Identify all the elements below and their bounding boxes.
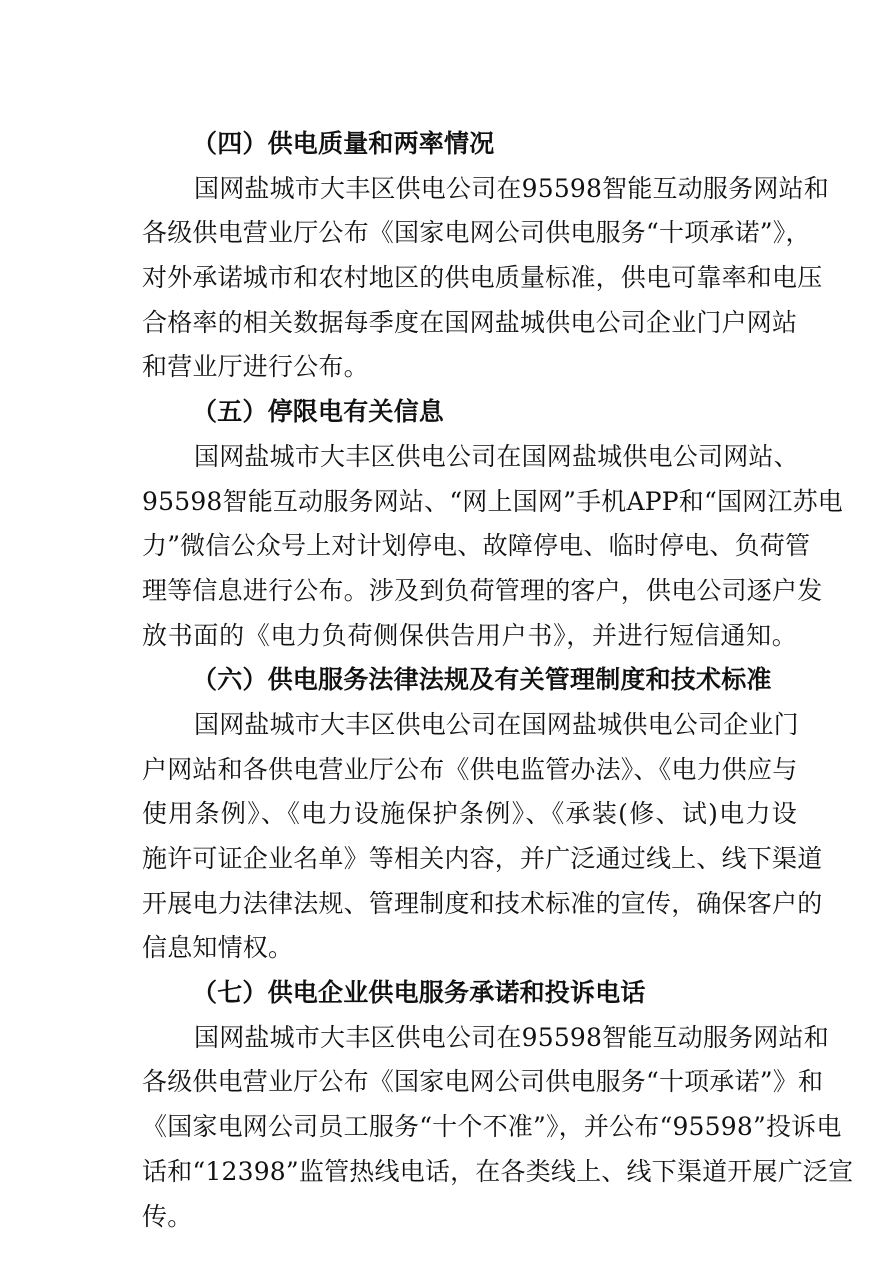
paragraph-line: 话和“12398”监管热线电话，在各类线上、线下渠道开展广泛宣 bbox=[142, 1156, 854, 1186]
section-heading: （四）供电质量和两率情况 bbox=[192, 129, 495, 158]
section-6 bbox=[142, 658, 823, 971]
paragraph-line: 理等信息进行公布。涉及到负荷管理的客户，供电公司逐户发 bbox=[142, 575, 823, 605]
paragraph-line: 力”微信公众号上对计划停电、故障停电、临时停电、负荷管 bbox=[142, 531, 811, 561]
paragraph-line: 和营业厅进行公布。 bbox=[142, 352, 369, 382]
section-heading: （七）供电企业供电服务承诺和投诉电话 bbox=[192, 978, 646, 1008]
paragraph-line: 使用条例》、《电力设施保护条例》、《承装(修、试)电力设 bbox=[142, 799, 797, 829]
paragraph-line: 各级供电营业厅公布《国家电网公司供电服务“十项承诺”》， bbox=[142, 218, 811, 248]
paragraph-line: 各级供电营业厅公布《国家电网公司供电服务“十项承诺”》和 bbox=[142, 1067, 824, 1097]
section-5 bbox=[142, 390, 843, 658]
paragraph-line: 合格率的相关数据每季度在国网盐城供电公司企业门户网站 bbox=[142, 307, 798, 337]
paragraph-line: 信息知情权。 bbox=[142, 933, 294, 963]
paragraph-line: 传。 bbox=[142, 1201, 193, 1231]
paragraph-line: 95598智能互动服务网站、“网上国网”手机APP和“国网江苏电 bbox=[142, 486, 843, 516]
paragraph-line: 开展电力法律法规、管理制度和技术标准的宣传，确保客户的 bbox=[142, 888, 823, 918]
paragraph-line: 国网盐城市大丰区供电公司在95598智能互动服务网站和 bbox=[194, 1022, 829, 1052]
paragraph-line: 国网盐城市大丰区供电公司在95598智能互动服务网站和 bbox=[194, 173, 829, 203]
paragraph-line: 《国家电网公司员工服务“十个不准”》，并公布“95598”投诉电 bbox=[142, 1112, 842, 1142]
section-7 bbox=[142, 971, 854, 1239]
section-heading: （五）停限电有关信息 bbox=[192, 397, 445, 427]
paragraph-line: 国网盐城市大丰区供电公司在国网盐城供电公司企业门 bbox=[194, 709, 799, 739]
section-4 bbox=[142, 122, 829, 390]
section-heading: （六）供电服务法律法规及有关管理制度和技术标准 bbox=[192, 665, 772, 695]
paragraph-line: 户网站和各供电营业厅公布《供电监管办法》、《电力供应与 bbox=[142, 754, 798, 784]
paragraph-line: 对外承诺城市和农村地区的供电质量标准，供电可靠率和电压 bbox=[142, 263, 823, 293]
document-body bbox=[142, 122, 854, 1239]
paragraph-line: 国网盐城市大丰区供电公司在国网盐城供电公司网站、 bbox=[194, 441, 799, 471]
paragraph-line: 施许可证企业名单》等相关内容，并广泛通过线上、线下渠道 bbox=[142, 844, 823, 873]
paragraph-line: 放书面的《电力负荷侧保供告用户书》，并进行短信通知。 bbox=[142, 620, 797, 650]
